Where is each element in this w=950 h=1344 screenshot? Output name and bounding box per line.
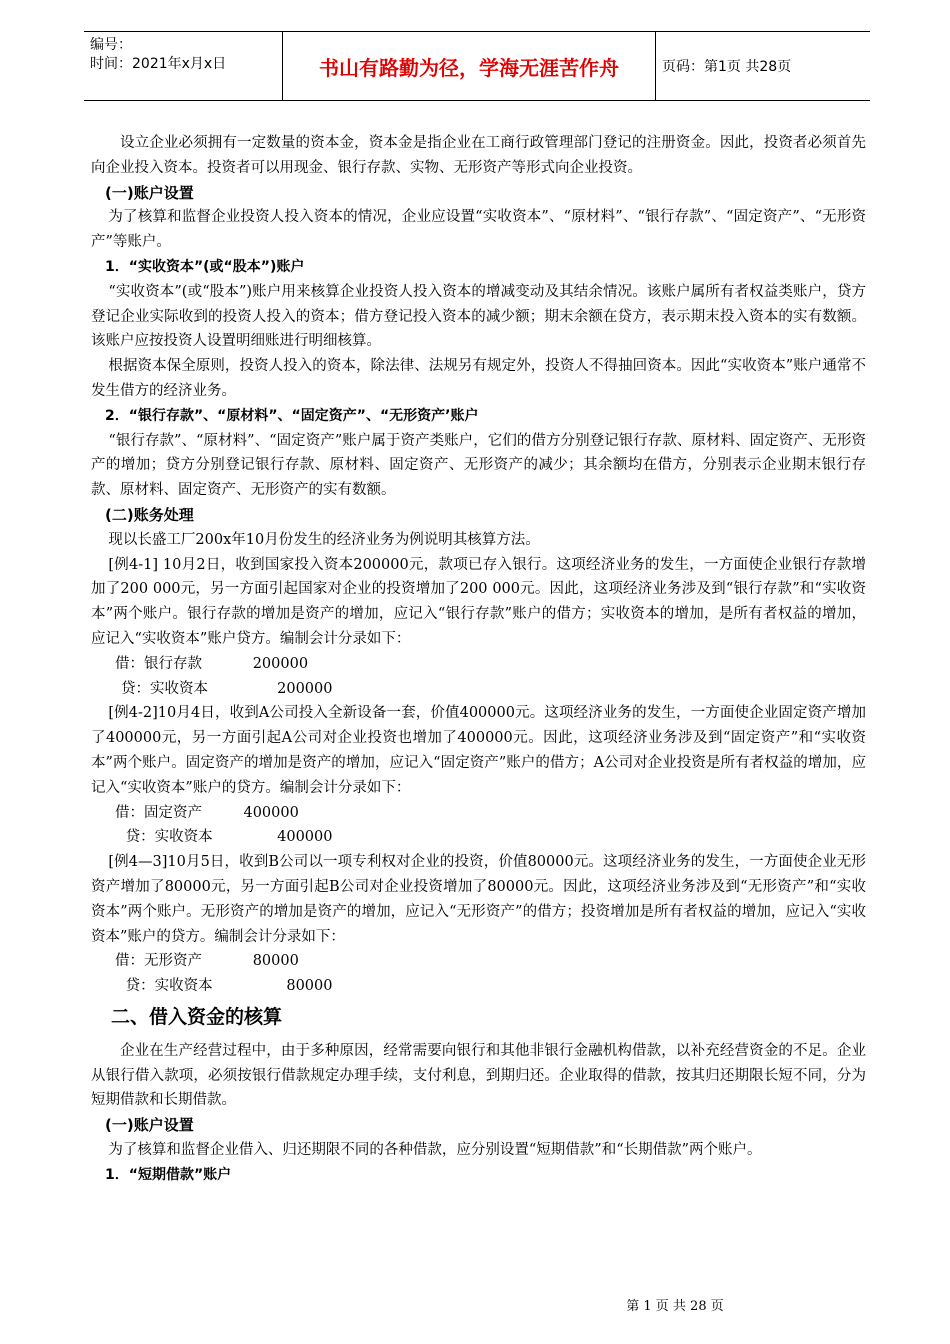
footer-page-number: 第 1 页 共 28 页 [626,1299,724,1314]
section-heading: (一)账户设置 [105,183,194,202]
paragraph: 企业在生产经营过程中，由于多种原因，经常需要向银行和其他非银行金融机构借款，以补充经营资金的不足。企业从银行借入款项，必须按银行借款规定办理手续，支付利息，到期归还。企业取得的借款，按其归还期限长短不同，分为短期借款和长期借款。 [91,1042,866,1109]
journal-entry: 借：银行存款 200000 [115,655,309,672]
number-label: 编号： [90,37,132,53]
page-header [84,31,870,101]
section-heading: 1．“短期借款”账户 [105,1166,232,1183]
paragraph: 现以长盛工厂200x年10月份发生的经济业务为例说明其核算方法。 [108,531,540,548]
section-heading: 1．“实收资本”(或“股本”)账户 [105,258,305,275]
document-body [91,131,866,1188]
paragraph: 为了核算和监督企业借入、归还期限不同的各种借款，应分别设置“短期借款”和“长期借款”两个账户。 [108,1142,762,1159]
header-motto: 书山有路勤为径，学海无涯苦作舟 [282,32,656,100]
header-meta [90,36,278,74]
journal-entry: 借：无形资产 80000 [115,953,299,970]
journal-entry: 贷：实收资本 400000 [121,829,333,846]
section-heading: (一)账户设置 [105,1116,194,1135]
paragraph: [例4—3]10月5日，收到B公司以一项专利权对企业的投资，价值80000元。这项经济业务的发生，一方面使企业无形资产增加了80000元，另一方面引起B公司对企业投资增加了80000元。因此，这项经济业务涉及到“无形资产”和“实收资本”两个账户。无形资产的增加是资产的增加，应记入“无形资产”的借方；投资增加是所有者权益的增加，应记入“实收资本”账户的贷方。编制会计分录如下： [91,854,866,945]
paragraph: 为了核算和监督企业投资人投入资本的情况，企业应设置“实收资本”、“原材料”、“银行存款”、“固定资产”、“无形资产”等账户。 [91,209,866,251]
paragraph: “银行存款”、“原材料”、“固定资产”账户属于资产类账户，它们的借方分别登记银行存款、原材料、固定资产、无形资产的增加；贷方分别登记银行存款、原材料、固定资产、无形资产的减少；其余额均在借方，分别表示企业期末银行存款、原材料、固定资产、无形资产的实有数额。 [91,432,866,499]
journal-entry: 贷：实收资本 200000 [121,680,333,697]
section-heading: 2．“银行存款”、“原材料”、“固定资产”、“无形资产’账户 [105,407,479,424]
paragraph: 设立企业必须拥有一定数量的资本金，资本金是指企业在工商行政管理部门登记的注册资金。因此，投资者必须首先向企业投入资本。投资者可以用现金、银行存款、实物、无形资产等形式向企业投资。 [91,135,866,176]
journal-entry: 借：固定资产 400000 [115,804,299,821]
page-footer [0,1295,950,1314]
paragraph: [例4-1] 10月2日，收到国家投入资本200000元，款项已存入银行。这项经济业务的发生，一方面使企业银行存款增加了200 000元，另一方面引起国家对企业的投资增加了200 000元。因此，这项经济业务涉及到“银行存款”和“实收资本”两个账户。银行存款的增加是资产的增加，应记入“银行存款”账户的借方；实收资本的增加，是所有者权益的增加，应记入“实收资本”账户贷方。编制会计分录如下： [91,556,866,647]
paragraph: “实收资本”(或“股本”)账户用来核算企业投资人投入资本的增减变动及其结余情况。该账户属所有者权益类账户，贷方登记企业实际收到的投资人投入的资本；借方登记投入资本的减少额；期末余额在贷方，表示期末投入资本的实有数额。该账户应按投资人设置明细账进行明细核算。 [91,283,866,350]
paragraph: [例4-2]10月4日，收到A公司投入全新设备一套，价值400000元。这项经济业务的发生，一方面使企业固定资产增加了400000元，另一方面引起A公司对企业投资也增加了400000元。因此，这项经济业务涉及到“固定资产”和“实收资本”两个账户。固定资产的增加是资产的增加，应记入“固定资产”账户的借方；A公司对企业投资是所有者权益的增加，应记入“实收资本”账户的贷方。编制会计分录如下： [91,705,866,796]
header-page-info: 页码：第1页 共28页 [662,59,792,75]
paragraph: 根据资本保全原则，投资人投入的资本，除法律、法规另有规定外，投资人不得抽回资本。因此“实收资本”账户通常不发生借方的经济业务。 [91,358,866,399]
journal-entry: 贷：实收资本 80000 [121,978,333,995]
section-heading: 二、借入资金的核算 [111,1005,283,1028]
date-label: 时间：2021年x月x日 [90,56,227,72]
section-heading: (二)账务处理 [105,505,194,524]
